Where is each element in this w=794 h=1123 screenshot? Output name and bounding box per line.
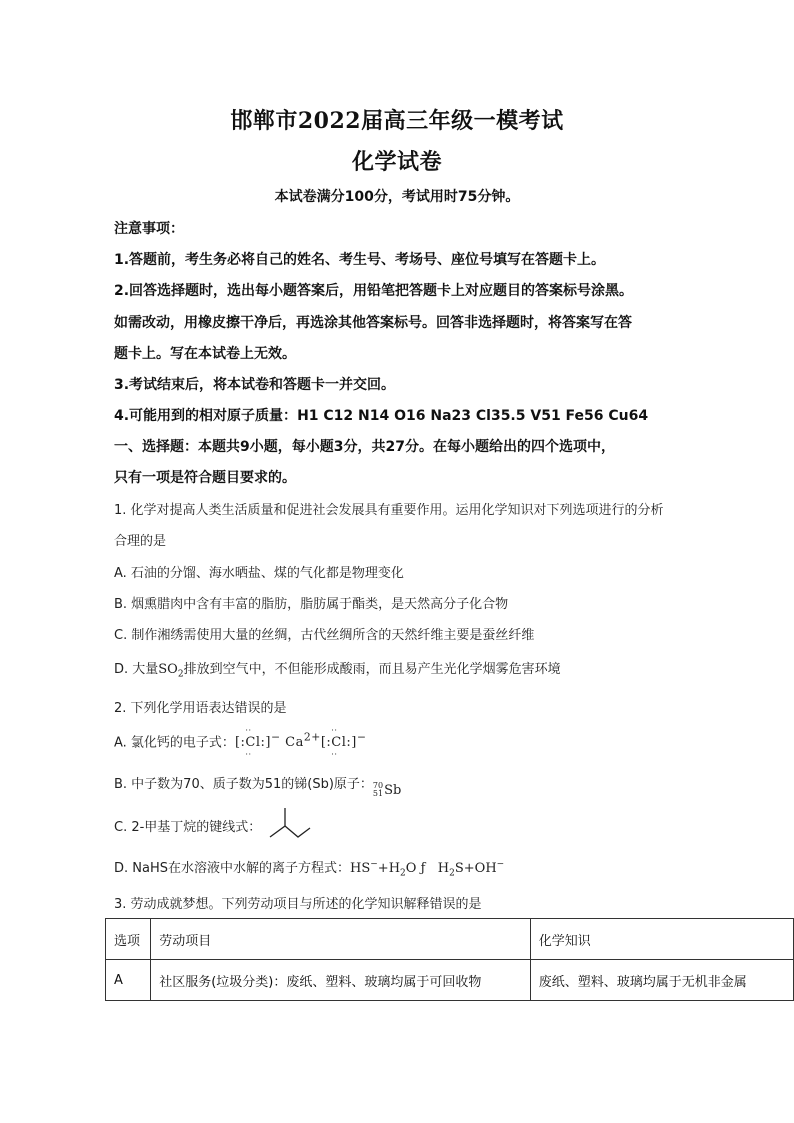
- note-4-values: H1 C12 N14 O16 Na23 Cl35.5 V51 Fe56 Cu64: [297, 408, 649, 424]
- q3-stem: 3. 劳动成就梦想。下列劳动项目与所述的化学知识解释错误的是: [114, 897, 482, 912]
- q2-b-label: B. 中子数为70、质子数为51的锑(Sb)原子：: [114, 777, 373, 792]
- table-header-row: [106, 919, 794, 960]
- q1-d-suffix: 排放到空气中，不但能形成酸雨，而且易产生光化学烟雾危害环境: [183, 662, 561, 677]
- note-1: 1.答题前，考生务必将自己的姓名、考生号、考场号、座位号填写在答题卡上。: [114, 252, 606, 268]
- q2-d-label: D. NaHS在水溶液中水解的离子方程式：: [114, 861, 350, 876]
- hs-charge: −: [370, 859, 378, 870]
- equilibrium-arrow: ƒ: [420, 861, 426, 876]
- bracket-close-1: :]: [260, 735, 271, 751]
- so2-symbol: SO: [158, 662, 178, 677]
- cacl2-electron-formula: [234, 731, 367, 751]
- plus-oh: +OH: [463, 861, 497, 876]
- atomic-number: 51: [372, 789, 384, 798]
- ca-atom: Ca: [285, 735, 304, 751]
- table-cell: 社区服务(垃圾分类)：废纸、塑料、玻璃均属于可回收物: [151, 960, 531, 1001]
- q2-option-d: [114, 857, 504, 879]
- charge-1: −: [270, 731, 281, 744]
- q1-stem-line-1: 1. 化学对提高人类生活质量和促进社会发展具有重要作用。运用化学知识对下列选项进行的分析: [114, 503, 664, 518]
- o-atom: O: [405, 861, 417, 876]
- note-3: 3.考试结束后，将本试卷和答题卡一并交回。: [114, 377, 396, 393]
- q2-c-label: C. 2-甲基丁烷的键线式：: [114, 820, 262, 835]
- skeletal-formula-icon: [268, 806, 312, 840]
- q1-option-c: C. 制作湘绣需使用大量的丝绸，古代丝绸所含的天然纤维主要是蚕丝纤维: [114, 628, 535, 643]
- exam-title: 邯郸市2022届高三年级一模考试: [230, 108, 564, 134]
- table-header-cell: 化学知识: [530, 919, 793, 960]
- h2o-subscript: 2: [400, 868, 406, 879]
- note-2-line-2: 如需改动，用橡皮擦干净后，再选涂其他答案标号。回答非选择题时，将答案写在答: [114, 315, 632, 331]
- table-row: [106, 960, 794, 1001]
- table-cell: 废纸、塑料、玻璃均属于无机非金属: [530, 960, 793, 1001]
- note-2-line-1: 2.回答选择题时，选出每小题答案后，用铅笔把答题卡上对应题目的答案标号涂黑。: [114, 283, 634, 299]
- table-cell: A: [106, 960, 151, 1001]
- hydrolysis-equation: [350, 859, 505, 879]
- bracket-open-1: [:: [234, 735, 246, 751]
- h2s-subscript: 2: [449, 868, 455, 879]
- q1-d-prefix: D. 大量: [114, 662, 159, 677]
- oh-charge: −: [496, 859, 505, 870]
- plus-h: +H: [377, 861, 401, 876]
- note-4-label: 4.可能用到的相对原子质量：: [114, 408, 298, 424]
- cl-atom-2: · · Cl · ·: [331, 735, 346, 750]
- q2-stem: 2. 下列化学用语表达错误的是: [114, 701, 287, 716]
- cl-atom-1: · · Cl · ·: [245, 735, 260, 750]
- so2-formula: [158, 662, 184, 680]
- q2-a-label: A. 氯化钙的电子式：: [114, 735, 235, 751]
- bracket-close-2: :]: [346, 735, 357, 751]
- q3-table: [105, 918, 794, 1001]
- section-1-line-2: 只有一项是符合题目要求的。: [114, 470, 296, 486]
- sb-symbol: Sb: [384, 782, 402, 798]
- isotope-numbers: [373, 782, 383, 798]
- note-2-line-3: 题卡上。写在本试卷上无效。: [114, 346, 296, 362]
- exam-subject: 化学试卷: [351, 149, 442, 175]
- h-atom: H: [437, 861, 450, 876]
- bracket-open-2: [:: [320, 735, 332, 751]
- hs-ion: HS: [350, 861, 371, 876]
- q1-option-d: [114, 658, 561, 680]
- mass-number: 70: [372, 781, 384, 790]
- so2-subscript: 2: [177, 669, 184, 680]
- q1-option-b: B. 烟熏腊肉中含有丰富的脂肪，脂肪属于酯类，是天然高分子化合物: [114, 597, 509, 612]
- score-note: 本试卷满分100分，考试用时75分钟。: [274, 189, 520, 205]
- q2-option-b: [114, 773, 401, 798]
- ca-charge: 2+: [303, 731, 321, 744]
- q2-option-a: [114, 731, 366, 750]
- section-1-line-1: 一、选择题：本题共9小题，每小题3分，共27分。在每小题给出的四个选项中，: [114, 439, 615, 455]
- table-header-cell: 选项: [106, 919, 151, 960]
- q1-stem-line-2: 合理的是: [114, 534, 167, 549]
- notes-heading: 注意事项：: [114, 221, 184, 237]
- s-atom: S: [454, 861, 464, 876]
- q2-option-c: [114, 816, 261, 835]
- charge-2: −: [356, 731, 367, 744]
- table-header-cell: 劳动项目: [151, 919, 531, 960]
- note-4: [114, 405, 648, 425]
- sb-isotope: [373, 782, 401, 798]
- q1-option-a: A. 石油的分馏、海水晒盐、煤的气化都是物理变化: [114, 566, 404, 581]
